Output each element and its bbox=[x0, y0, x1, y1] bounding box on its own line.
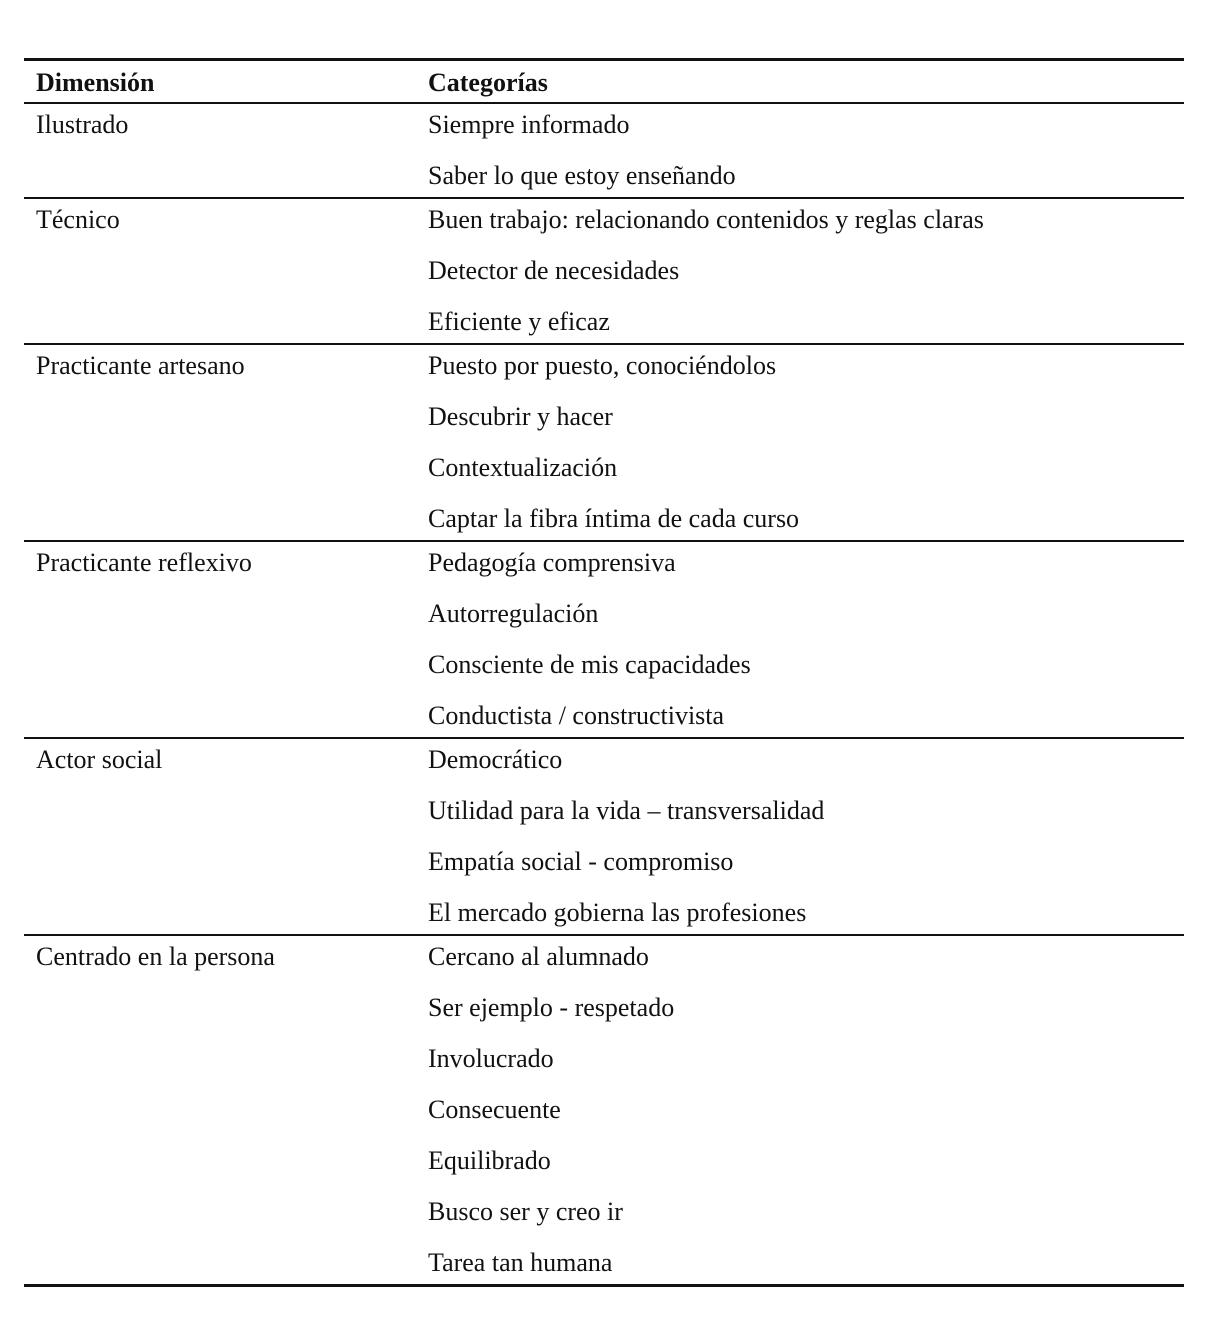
categories-cell bbox=[428, 542, 1184, 737]
dimension-cell: Actor social bbox=[36, 745, 163, 774]
category-item: Ser ejemplo - respetado bbox=[428, 993, 675, 1022]
category-item: Empatía social - compromiso bbox=[428, 847, 734, 876]
category-item: Eficiente y eficaz bbox=[428, 307, 610, 336]
category-item: Siempre informado bbox=[428, 110, 630, 139]
table-row bbox=[24, 345, 1184, 542]
categories-cell bbox=[428, 739, 1184, 934]
table-row bbox=[24, 199, 1184, 345]
category-item: Democrático bbox=[428, 745, 563, 774]
categories-cell bbox=[428, 936, 1184, 1284]
category-item: Equilibrado bbox=[428, 1146, 551, 1175]
dimension-cell: Centrado en la persona bbox=[36, 942, 275, 971]
category-item: Consecuente bbox=[428, 1095, 561, 1124]
category-item: Busco ser y creo ir bbox=[428, 1197, 623, 1226]
category-item: Consciente de mis capacidades bbox=[428, 650, 751, 679]
header-categories: Categorías bbox=[428, 68, 548, 97]
table-row bbox=[24, 739, 1184, 936]
category-item: Captar la fibra íntima de cada curso bbox=[428, 504, 800, 533]
category-item: Descubrir y hacer bbox=[428, 402, 613, 431]
category-item: El mercado gobierna las profesiones bbox=[428, 898, 807, 927]
dimensions-table bbox=[24, 58, 1184, 1287]
dimension-cell: Ilustrado bbox=[36, 110, 129, 139]
category-item: Utilidad para la vida – transversalidad bbox=[428, 796, 825, 825]
category-item: Involucrado bbox=[428, 1044, 554, 1073]
category-item: Saber lo que estoy enseñando bbox=[428, 161, 736, 190]
category-item: Cercano al alumnado bbox=[428, 942, 649, 971]
dimension-cell: Técnico bbox=[36, 205, 120, 234]
dimension-cell: Practicante reflexivo bbox=[36, 548, 252, 577]
dimension-cell: Practicante artesano bbox=[36, 351, 245, 380]
categories-cell bbox=[428, 345, 1184, 540]
category-item: Detector de necesidades bbox=[428, 256, 680, 285]
table-row bbox=[24, 104, 1184, 199]
table-row bbox=[24, 936, 1184, 1287]
category-item: Conductista / constructivista bbox=[428, 701, 725, 730]
categories-cell bbox=[428, 104, 1184, 197]
category-item: Contextualización bbox=[428, 453, 618, 482]
header-dimension: Dimensión bbox=[36, 68, 155, 97]
table-row bbox=[24, 542, 1184, 739]
category-item: Tarea tan humana bbox=[428, 1248, 613, 1277]
table-header bbox=[24, 58, 1184, 104]
category-item: Pedagogía comprensiva bbox=[428, 548, 676, 577]
category-item: Puesto por puesto, conociéndolos bbox=[428, 351, 777, 380]
categories-cell bbox=[428, 199, 1184, 343]
table-body bbox=[24, 104, 1184, 1287]
category-item: Buen trabajo: relacionando contenidos y reglas claras bbox=[428, 205, 984, 234]
category-item: Autorregulación bbox=[428, 599, 599, 628]
